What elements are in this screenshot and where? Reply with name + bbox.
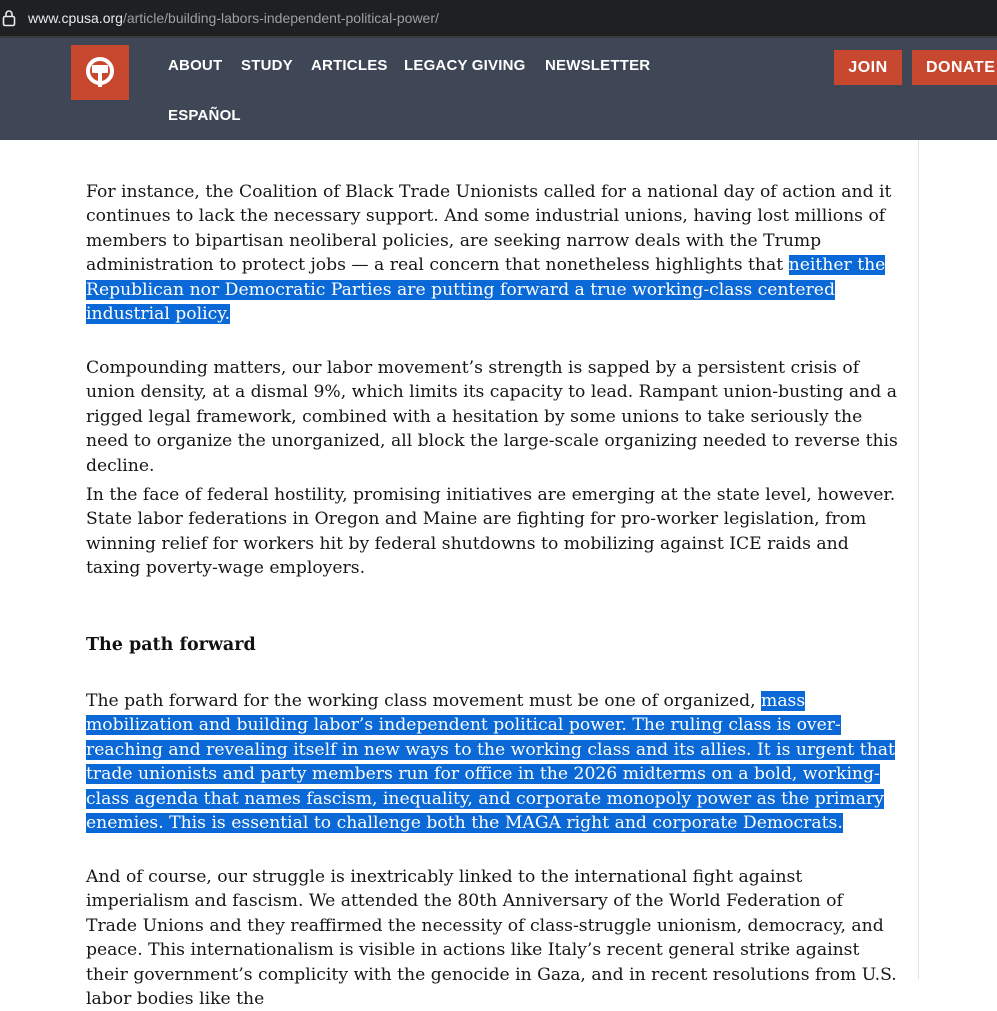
selected-text: neither the Republican nor Democratic Parties are putting forward a true working-class centered industrial policy. (86, 255, 886, 325)
url-domain: www.cpusa.org (28, 10, 123, 26)
article-paragraph-2: Compounding matters, our labor movement’s strength is sapped by a persistent crisis of union density, at a dismal 9%, which limits its capacity to lead. Rampant union-busting and a rigged legal framework, combined with a hesitation by some unions to take seriously the need to organize the unorganized, all block the large-scale organizing needed to reverse this decline. (86, 358, 898, 476)
nav-espanol[interactable]: ESPAÑOL (168, 107, 241, 124)
article-paragraph-4 (86, 689, 898, 835)
article-paragraph-1 (86, 180, 898, 326)
nav-legacy-giving[interactable]: LEGACY GIVING (404, 57, 526, 74)
donate-button[interactable]: DONATE (912, 50, 997, 85)
nav-articles[interactable]: ARTICLES (311, 57, 388, 74)
content-divider (918, 140, 919, 979)
article-paragraph-5: And of course, our struggle is inextricably linked to the international fight against imperialism and fascism. We attended the 80th Anniversary of the World Federation of Trade Unions and they reaffirmed the necessity of class-struggle unionism, democracy, and peace. This internationalism is visible in actions like Italy’s recent general strike against their government’s complicity with the genocide in Gaza, and in recent resolutions from U.S. labor bodies like the (86, 867, 897, 1010)
join-button[interactable]: JOIN (834, 50, 902, 85)
lock-icon (2, 9, 18, 27)
selected-text: mass mobilization and building labor’s independent political power. The ruling class is over-reaching and revealing itself in new ways to the working class and its allies. It is urgent that trade unionists and party members run for office in the 2026 midterms on a bold, working-class agenda that names fascism, inequality, and corporate monopoly power as the primary enemies. This is essential to challenge both the MAGA right and corporate Democrats. (86, 691, 895, 834)
article-paragraph-3: In the face of federal hostility, promising initiatives are emerging at the state level, however. State labor federations in Oregon and Maine are fighting for pro-worker legislation, from winning relief for workers hit by federal shutdowns to mobilizing against ICE raids and taxing poverty-wage employers. (86, 485, 896, 579)
site-header (0, 38, 997, 140)
paragraph-text: The path forward for the working class movement must be one of organized, (86, 691, 762, 711)
nav-study[interactable]: STUDY (241, 57, 293, 74)
browser-url-bar[interactable] (0, 0, 997, 38)
url-path: /article/building-labors-independent-political-power/ (122, 10, 439, 26)
nav-newsletter[interactable]: NEWSLETTER (545, 57, 651, 74)
paragraph-text: For instance, the Coalition of Black Trade Unionists called for a national day of action and it continues to lack the necessary support. And some industrial unions, having lost millions of members to bipartisan neoliberal policies, are seeking narrow deals with the Trump administration to protect jobs — a real concern that nonetheless highlights that (86, 182, 892, 276)
cpusa-logo-icon[interactable] (71, 45, 129, 100)
section-heading: The path forward (86, 635, 256, 655)
nav-about[interactable]: ABOUT (168, 57, 223, 74)
